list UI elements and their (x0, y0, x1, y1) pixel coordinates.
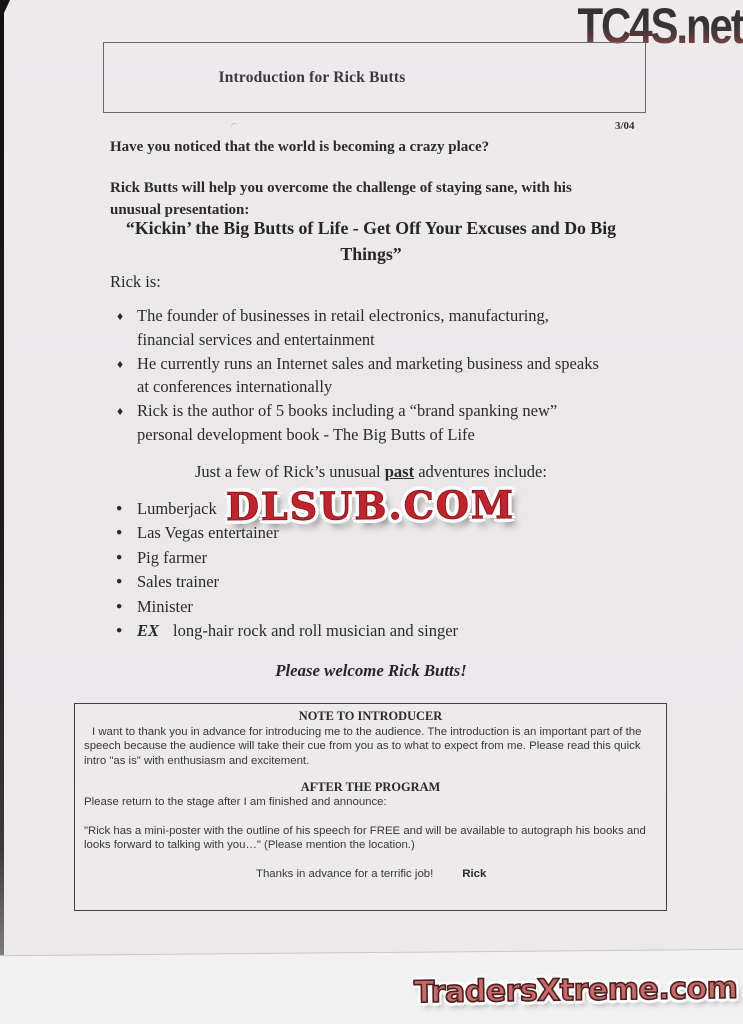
document-date: 3/04 (615, 120, 635, 132)
title-box (103, 42, 646, 113)
announcement-paragraph: "Rick has a mini-poster with the outline of his speech for FREE and will be available to autograph his books and looks forward to talking with you…" (Please mention the location.) (84, 824, 646, 852)
presentation-title: “Kickin’ the Big Butts of Life - Get Off Your Excuses and Do Big Things” (125, 218, 617, 264)
list-item: ● Las Vegas entertainer (110, 521, 630, 545)
hook-line: Have you noticed that the world is becoming a crazy place? (110, 139, 490, 155)
list-item: ● Pig farmer (110, 546, 630, 570)
scan-corner-mark (0, 0, 10, 15)
thanks-line (256, 868, 666, 880)
list-item: ● Lumberjack (110, 497, 630, 521)
note-paragraph: I want to thank you in advance for introducing me to the audience. The introduction is an important part of the speech because the audience will take their cue from you as to what to expect from me. Please read this quick intro "as is" with enthusiasm and excitement. (84, 726, 642, 767)
note-to-introducer-box (74, 703, 667, 911)
tradersxtreme-watermark: TradersXtreme.com (413, 970, 738, 1011)
page-title: Introduction for Rick Butts (218, 68, 406, 86)
scan-smudge (230, 122, 239, 131)
heading-suffix: adventures include: (414, 462, 547, 481)
dlsub-watermark: DLSUB.COM (225, 481, 516, 530)
after-program-title: AFTER THE PROGRAM (300, 780, 441, 795)
heading-prefix: Just a few of Rick’s unusual (195, 462, 385, 481)
ex-emphasis: EX (137, 621, 160, 641)
welcome-line: Please welcome Rick Butts! (275, 661, 467, 680)
tc4s-watermark: TC4S.net (577, 0, 743, 54)
note-title: NOTE TO INTRODUCER (298, 709, 443, 723)
signature: Rick (462, 868, 487, 881)
list-item: ● Sales trainer (110, 570, 630, 594)
ex-text: long-hair rock and roll musician and singer (173, 621, 459, 641)
scan-edge-left (0, 0, 4, 1000)
list-item: ♦ He currently runs an Internet sales and marketing business and speaks at conferences internationally (110, 352, 610, 400)
list-item: ● Minister (110, 595, 630, 619)
list-item: ♦ Rick is the author of 5 books including a “brand spanking new” personal development book - The Big Butts of Life (110, 399, 610, 447)
list-item: ♦ The founder of businesses in retail electronics, manufacturing, financial services and entertainment (110, 304, 610, 352)
rick-is-list (110, 304, 610, 447)
lead-paragraph: Rick Butts will help you overcome the challenge of staying sane, with his unusual presentation: (110, 180, 572, 218)
rick-is-label: Rick is: (110, 272, 161, 291)
adventures-heading (104, 462, 638, 482)
after-program-line: Please return to the stage after I am finished and announce: (84, 796, 387, 809)
heading-emphasis: past (384, 462, 415, 481)
thanks-text: Thanks in advance for a terrific job! (256, 868, 434, 881)
list-item (110, 619, 630, 643)
